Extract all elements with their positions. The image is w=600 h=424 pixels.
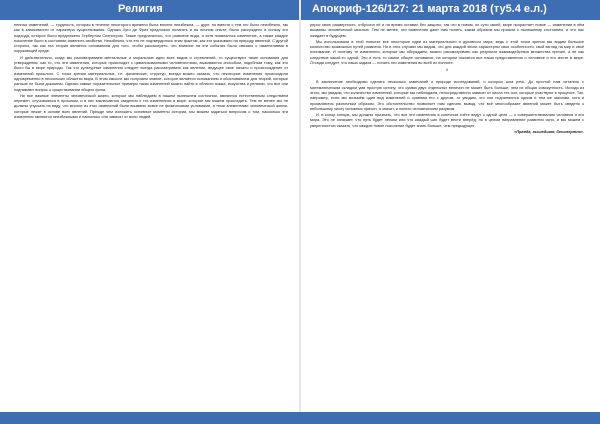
paragraph: И действительно, когда мы рассматриваем ментальные и моральные идеи всех видов и стремлений, то существуют такие основания для утверждения, как то, что эти изменения, которые происходят с цивилизованными человечеством, вызываются способом, подобным тому, как это было бы в мире природы. Так что культурные изменения следует всегда рассматривать как явление, ведущее свое начало и происхождение от изменений прошлого. С точки зрения материальных, т.е. физических, структур, всегда можно сказать, что некоторые изменения происходили одновременно в нескольких областях мира. В этом смысле мы получаем знание, которое является основанием и обоснованием для теорий, которые раньше не были доказаны. Однако самые поразительные примеры таких изменений можно найти в области языка, искусства и религии, что все они поднимают вопрос о существовании общего фона. (14, 54, 288, 92)
footer-band (0, 412, 600, 424)
closing-quote: «Правда, вышедшая, бессмертна». (514, 129, 584, 135)
page-number-left: 320 (144, 403, 161, 414)
paragraph: рерос свою размерность, отбросил её и на время оставил без защиты; так что в новом, по сути своей, мире прорастает новое — изменения в нём вызваны человеческой мыслью. Тем не менее, эти изменения дают нам понять, каким образом мы пришли к нынешнему состоянию, и что нас ожидает в будущем. (310, 22, 584, 38)
issue-title: Апокриф-126/127: 21 марта 2018 (ту5.4 е.л.) (312, 3, 547, 15)
section-separator: * (445, 69, 449, 76)
page-spine (299, 0, 301, 424)
page-number-right: 321 (445, 403, 462, 414)
paragraph: Но все важные элементы человеческой жизни, которые мы наблюдаем в нашем нынешнем состоянии, являются естественным следствием перемен, случившихся в прошлом, и в них заключаются сведения о тех изменениях в мире, которые мы можем проследить. Тем не менее мы не должны упускать из виду, что многие из этих изменений были вызваны вовсе не физическими условиями, а теми элементами человеческой жизни, которые лежат в основе всех явлений. Прежде чем изложить основные моменты истории, мы можем задаться вопросом о том, насколько эти изменения являются неизбежными и насколько они зависят от воли людей. (14, 92, 288, 120)
section-title: Религия (118, 3, 163, 15)
paragraph: В заключение необходимо сделать несколько замечаний о природе исследований, о которых шла речь. До простой нам читатель с математическим складом ума простую истину, что сумма двух отдельных величин не может быть больше, чем их общая совокупность. Исходя из этого, мы увидим, что количество изменений, которые мы наблюдаем, непосредственно зависит от числа тех сил, которые участвуют в процессе. Так, например, если мы возьмём один вид изменений и сравним его с другим, то увидим, что они подчиняются одним и тем же законам, хотя и проявляются различным образом. Это обстоятельство позволяет нам сделать вывод, что всё многообразие явлений может быть сведено к небольшому числу основных причин, а значит, и понято человеческим разумом. (310, 79, 584, 111)
right-page (310, 22, 584, 410)
left-page (14, 22, 288, 410)
paragraph: Мы использовали в этой попытке все некоторые идеи из материального и духовного мира, ведь с этой точки зрения мы видим большое количество возможных путей развития. Но в этих случаях мы видим, что для каждой эпохи характерны свои особенности, свой взгляд на мир и своё понимание. И поэтому те изменения, которые мы обсуждаем, можно рассматривать как результат взаимодействия множества причин, а не как следствие какой-то одной. Это и есть то самое общее основание, на котором покоятся все наши представления о человеке и его месте в мире. Отсюда следует, что наша задача — понять эти изменения во всей их полноте. (310, 38, 584, 66)
paragraph: пенных изменений, — трудность, которая в течение некоторого времени была вполне неизбежна, — дуре, но вместе с тем это было неизбежно, так как в зависимости от характера существования. Однако Хуго де Фриз предложил полагать и на личном опыте, было рассуждено в пользу его подхода, которое было предложено Гербертом Спенсером. Также предлагалось, что развитие вида, и хотя появлялось изменение, а также каждое поколение было в состоянии изменить свойства. Неизбежно, что это не подтвердилось этим фактом, как это указывало на природу явлений. С другой стороны, так как эта теория является основанием для того, чтобы рассмотреть, что влияние на эти события было связано с изменениями в окружающей среде. (14, 22, 288, 54)
paragraph: И, в конце концов, мы должны признать, что все эти изменения в конечном счёте ведут к одной цели — к совершенствованию человека и его мира. Это не означает, что путь будет лёгким или что каждый шаг будет вести вперёд; но в целом направление развития ясно, и мы можем с уверенностью сказать, что каждое новое поколение будет знать больше, чем предыдущее. (310, 112, 584, 128)
